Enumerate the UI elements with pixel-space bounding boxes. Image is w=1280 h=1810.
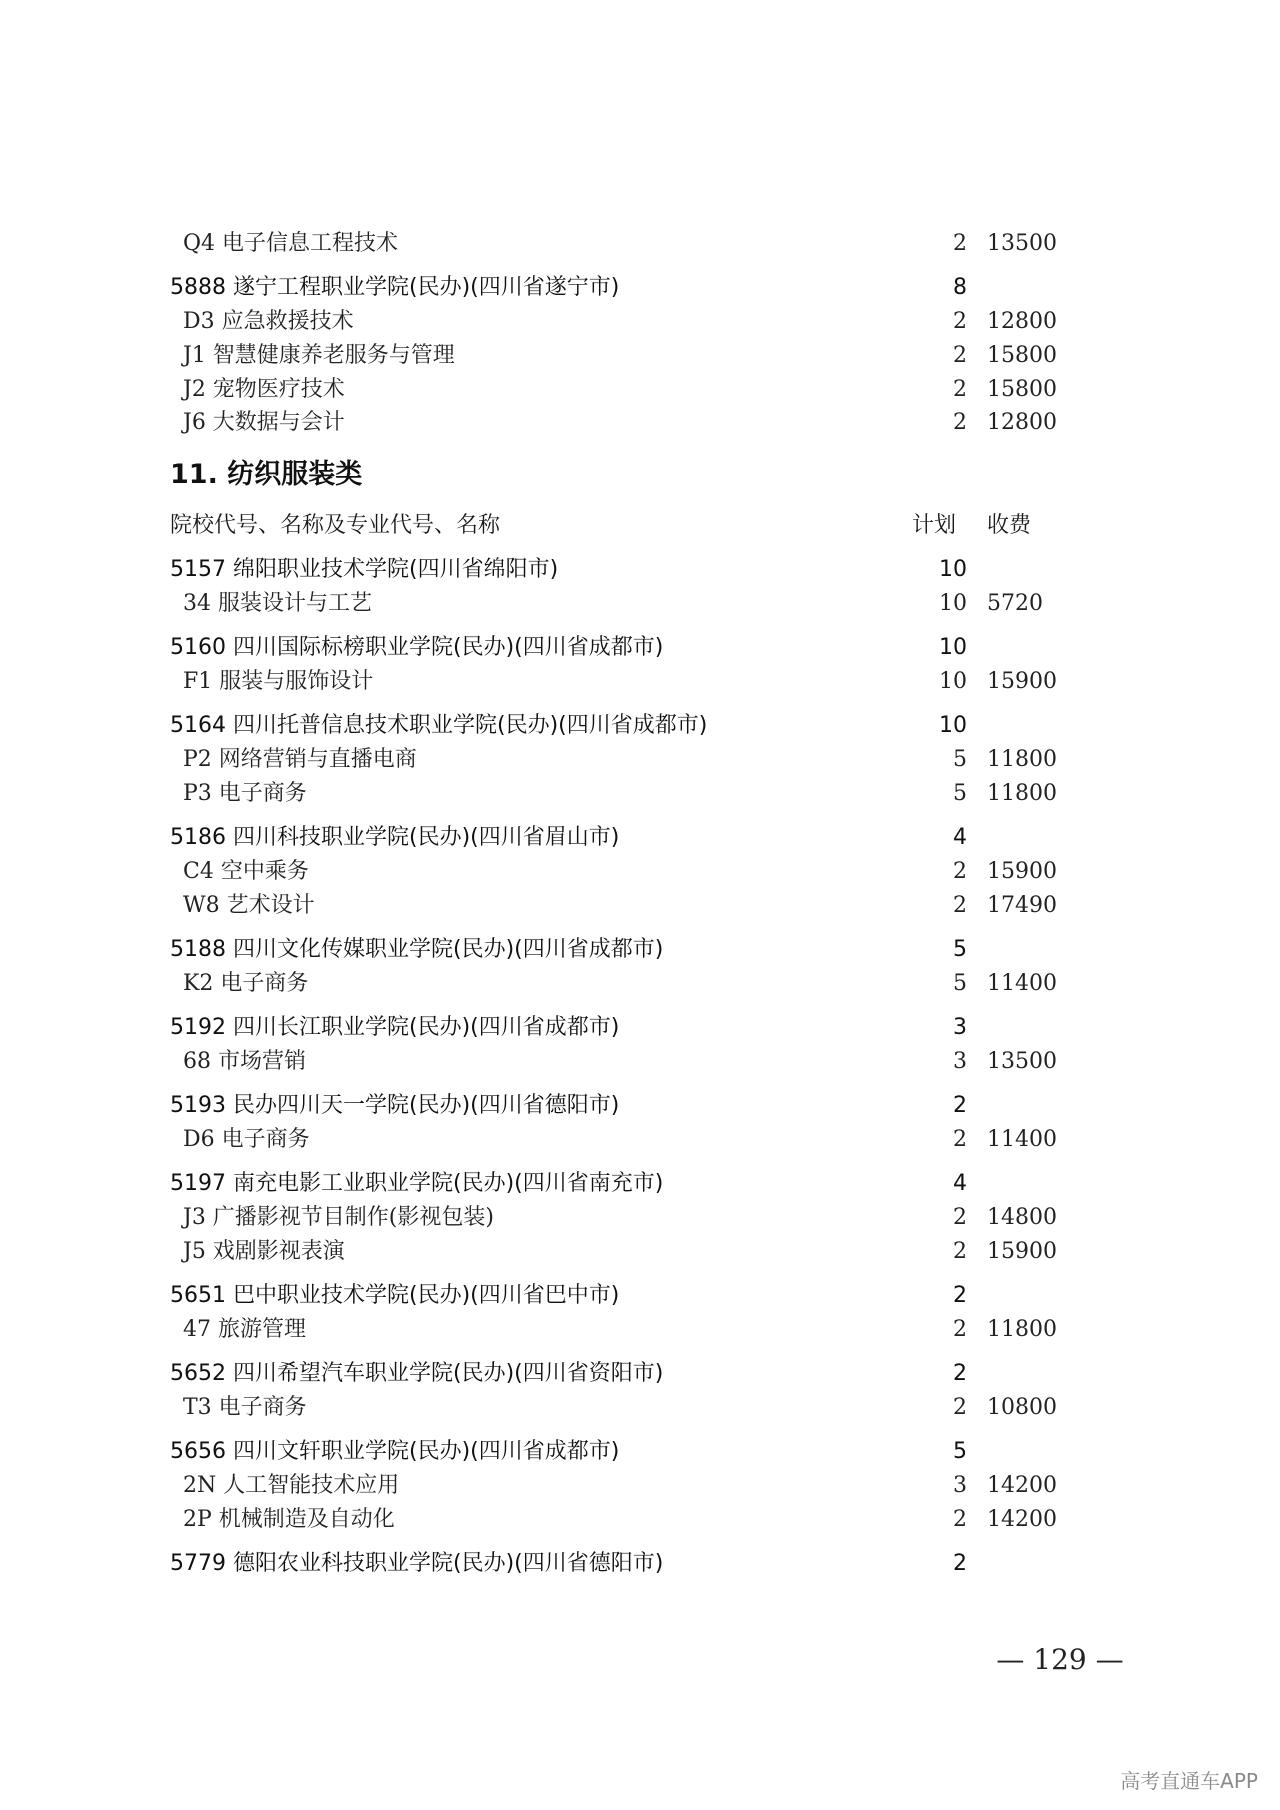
major-row [0,1123,1280,1157]
major-row [0,1045,1280,1079]
major-name: W8 艺术设计 [183,893,315,918]
plan-count: 2 [953,309,967,334]
school-name: 5186 四川科技职业学院(民办)(四川省眉山市) [170,825,620,850]
plan-count: 2 [953,343,967,368]
plan-count: 10 [939,635,967,660]
tuition-fee: 13500 [987,1049,1057,1074]
major-row [0,406,1280,440]
major-name: 68 市场营销 [183,1049,306,1074]
plan-count: 2 [953,1239,967,1264]
major-row [0,855,1280,889]
school-row [0,553,1280,587]
column-header [0,509,1280,543]
tuition-fee: 5720 [987,591,1043,616]
major-name: P3 电子商务 [183,781,307,806]
school-name: 5888 遂宁工程职业学院(民办)(四川省遂宁市) [170,275,620,300]
plan-count: 8 [953,275,967,300]
header-name: 院校代号、名称及专业代号、名称 [170,513,501,538]
tuition-fee: 15900 [987,1239,1057,1264]
school-row [0,1167,1280,1201]
school-row [0,1089,1280,1123]
school-name: 5652 四川希望汽车职业学院(民办)(四川省资阳市) [170,1361,664,1386]
major-row [0,777,1280,811]
tuition-fee: 13500 [987,231,1057,256]
tuition-fee: 14200 [987,1507,1057,1532]
school-name: 5164 四川托普信息技术职业学院(民办)(四川省成都市) [170,713,708,738]
major-name: K2 电子商务 [183,971,309,996]
school-row [0,821,1280,855]
major-row [0,743,1280,777]
major-name: J2 宠物医疗技术 [183,377,345,402]
major-row [0,227,1280,261]
school-row [0,271,1280,305]
plan-count: 5 [953,781,967,806]
major-row [0,305,1280,339]
school-row [0,1279,1280,1313]
school-name: 5188 四川文化传媒职业学院(民办)(四川省成都市) [170,937,664,962]
plan-count: 4 [953,825,967,850]
major-row [0,339,1280,373]
major-row [0,1313,1280,1347]
major-row [0,587,1280,621]
major-name: J5 戏剧影视表演 [183,1239,345,1264]
major-name: Q4 电子信息工程技术 [183,231,399,256]
plan-count: 5 [953,937,967,962]
school-name: 5197 南充电影工业职业学院(民办)(四川省南充市) [170,1171,664,1196]
plan-count: 2 [953,231,967,256]
plan-count: 10 [939,713,967,738]
plan-count: 10 [939,669,967,694]
plan-count: 2 [953,1551,967,1576]
tuition-fee: 11400 [987,1127,1057,1152]
plan-count: 2 [953,1507,967,1532]
school-row [0,1357,1280,1391]
major-row [0,665,1280,699]
school-name: 5651 巴中职业技术学院(民办)(四川省巴中市) [170,1283,620,1308]
major-name: J6 大数据与会计 [183,410,345,435]
major-name: J3 广播影视节目制作(影视包装) [183,1205,494,1230]
major-row [0,373,1280,407]
plan-count: 2 [953,377,967,402]
page-number: — 129 — [996,1643,1124,1676]
plan-count: 10 [939,591,967,616]
tuition-fee: 14800 [987,1205,1057,1230]
tuition-fee: 11400 [987,971,1057,996]
major-name: F1 服装与服饰设计 [183,669,374,694]
school-row [0,1547,1280,1581]
school-name: 5193 民办四川天一学院(民办)(四川省德阳市) [170,1093,620,1118]
tuition-fee: 11800 [987,1317,1057,1342]
school-name: 5160 四川国际标榜职业学院(民办)(四川省成都市) [170,635,664,660]
major-name: 47 旅游管理 [183,1317,306,1342]
tuition-fee: 11800 [987,781,1057,806]
major-row [0,967,1280,1001]
tuition-fee: 15900 [987,669,1057,694]
major-name: D3 应急救援技术 [183,309,354,334]
section-title: 11. 纺织服装类 [170,459,363,490]
school-row [0,631,1280,665]
school-name: 5157 绵阳职业技术学院(四川省绵阳市) [170,557,559,582]
major-row [0,1235,1280,1269]
plan-count: 2 [953,1093,967,1118]
major-name: P2 网络营销与直播电商 [183,747,417,772]
major-name: 34 服装设计与工艺 [183,591,372,616]
major-row [0,1469,1280,1503]
plan-count: 2 [953,1361,967,1386]
school-name: 5779 德阳农业科技职业学院(民办)(四川省德阳市) [170,1551,664,1576]
plan-count: 2 [953,410,967,435]
major-row [0,889,1280,923]
major-name: D6 电子商务 [183,1127,310,1152]
school-name: 5656 四川文轩职业学院(民办)(四川省成都市) [170,1439,620,1464]
major-row [0,1503,1280,1537]
school-row [0,709,1280,743]
major-name: J1 智慧健康养老服务与管理 [183,343,455,368]
major-name: 2P 机械制造及自动化 [183,1507,395,1532]
watermark: 高考直通车APP [1120,1769,1258,1793]
major-row [0,1391,1280,1425]
plan-count: 2 [953,1205,967,1230]
school-row [0,1011,1280,1045]
plan-count: 3 [953,1473,967,1498]
plan-count: 10 [939,557,967,582]
plan-count: 2 [953,1317,967,1342]
plan-count: 5 [953,747,967,772]
tuition-fee: 15800 [987,377,1057,402]
plan-count: 3 [953,1015,967,1040]
plan-count: 2 [953,859,967,884]
tuition-fee: 11800 [987,747,1057,772]
plan-count: 2 [953,1283,967,1308]
plan-count: 2 [953,893,967,918]
major-row [0,1201,1280,1235]
header-fee: 收费 [987,513,1032,538]
tuition-fee: 12800 [987,410,1057,435]
tuition-fee: 17490 [987,893,1057,918]
school-name: 5192 四川长江职业学院(民办)(四川省成都市) [170,1015,620,1040]
tuition-fee: 10800 [987,1395,1057,1420]
plan-count: 5 [953,1439,967,1464]
tuition-fee: 14200 [987,1473,1057,1498]
major-name: C4 空中乘务 [183,859,309,884]
school-row [0,933,1280,967]
tuition-fee: 15900 [987,859,1057,884]
tuition-fee: 12800 [987,309,1057,334]
major-name: 2N 人工智能技术应用 [183,1473,400,1498]
plan-count: 4 [953,1171,967,1196]
header-plan: 计划 [912,513,957,538]
plan-count: 2 [953,1395,967,1420]
plan-count: 3 [953,1049,967,1074]
plan-count: 5 [953,971,967,996]
tuition-fee: 15800 [987,343,1057,368]
plan-count: 2 [953,1127,967,1152]
school-row [0,1435,1280,1469]
major-name: T3 电子商务 [183,1395,307,1420]
